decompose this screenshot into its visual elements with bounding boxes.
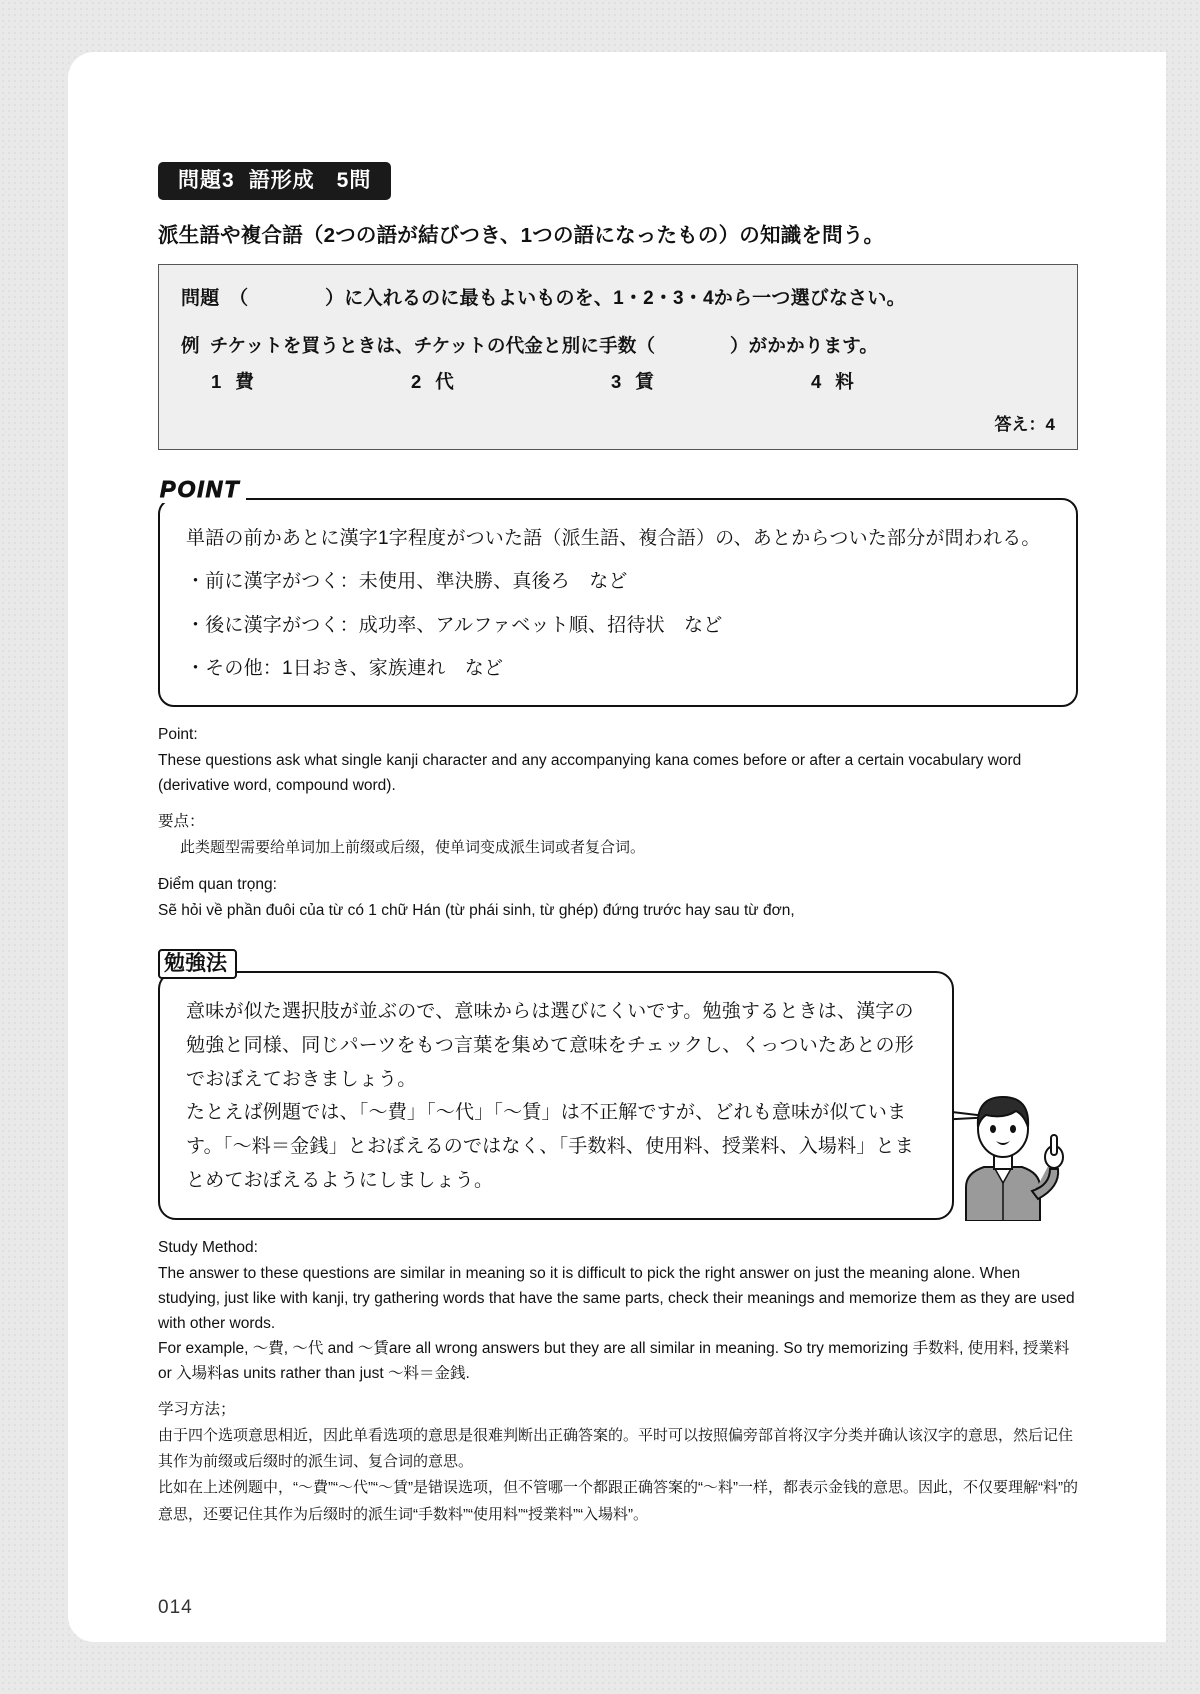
example-choices (181, 368, 1055, 394)
choice-number: 3 (611, 371, 622, 392)
section-description: 派生語や複合語（2つの語が結びつき、1つの語になったもの）の知識を問う。 (158, 224, 885, 247)
translation-body: The answer to these questions are similar in meaning so it is difficult to pick the right answer on just the meaning alone. When studying, just like with kanji, try gathering words that have the same parts, check their meanings and memorize them as they are used with other words. (158, 1264, 1075, 1332)
study-line: たとえば例題では、「〜費」「〜代」「〜賃」は不正解ですが、どれも意味が似ています。「〜料＝金銭」とおぼえるのではなく、「手数料、使用料、授業料、入場料」とまとめておぼえるようにしましょう。 (186, 1102, 914, 1192)
section-pill-right: 語形成 5問 (248, 169, 372, 192)
page-content (158, 162, 1078, 1528)
point-line: 単語の前かあとに漢字1字程度がついた語（派生語、複合語）の、あとからついた部分が問われる。 (186, 528, 1041, 549)
choice-number: 4 (811, 371, 822, 392)
example-question-text: チケットを買うときは、チケットの代金と別に手数（ ）がかかります。 (209, 335, 879, 356)
example-box (158, 264, 1078, 450)
teacher-illustration-icon (928, 1071, 1078, 1221)
example-answer: 答え：4 (994, 415, 1055, 434)
choice-item (611, 368, 811, 394)
page-sheet (68, 52, 1166, 1642)
example-instruction: 問題 （ ）に入れるのに最もよいものを、1・2・3・4から一つ選びなさい。 (181, 288, 906, 309)
study-translations (158, 1236, 1078, 1528)
point-translations (158, 723, 1078, 923)
translation-body: 比如在上述例题中，“〜費”“〜代”“〜賃”是错误选项，但不管哪一个都跟正确答案的“〜料”一样，都表示金钱的意思。因此，不仅要理解“料”的意思，还要记住其作为后缀时的派生词“手数料”“使用料”“授業料”“入場料”。 (158, 1479, 1078, 1523)
translation-body: These questions ask what single kanji character and any accompanying kana comes before or after a certain vocabulary word (derivative word, compound word). (158, 751, 1022, 794)
point-line: ・前に漢字がつく：未使用、準決勝、真後ろ など (186, 571, 628, 593)
choice-text: 料 (835, 371, 854, 392)
translation-heading: Study Method: (158, 1238, 258, 1256)
section-pill (158, 162, 391, 200)
page-number: 014 (158, 1597, 193, 1618)
study-bubble-wrap (158, 971, 1078, 1220)
choice-number: 2 (411, 371, 422, 392)
choice-text: 費 (235, 371, 254, 392)
translation-heading: Điểm quan trọng: (158, 876, 277, 894)
choice-item (411, 368, 611, 394)
section-heading (158, 162, 1078, 200)
translation-body: For example, 〜費, 〜代 and 〜賃are all wrong answers but they are all similar in meaning. So try memorizing 手数料, 使用料, 授業料 or 入場料as units rather than just 〜料＝金銭. (158, 1339, 1070, 1383)
study-line: 意味が似た選択肢が並ぶので、意味からは選びにくいです。勉強するときは、漢字の勉強と同様、同じパーツをもつ言葉を集めて意味をチェックし、くっついたあとの形でおぼえておきましょう。 (186, 1000, 914, 1090)
translation-body: 由于四个选项意思相近，因此单看选项的意思是很难判断出正确答案的。平时可以按照偏旁部首将汉字分类并确认该汉字的意思，然后记住其作为前缀或后缀时的派生词、复合词的意思。 (158, 1426, 1074, 1471)
choice-text: 賃 (635, 371, 654, 392)
section-pill-left: 問題3 (178, 169, 235, 192)
choice-item (811, 368, 1011, 394)
translation-heading: Point: (158, 726, 198, 743)
translation-heading: 学习方法； (158, 1401, 236, 1419)
choice-item (211, 368, 411, 394)
study-bubble (158, 971, 954, 1220)
choice-text: 代 (435, 371, 454, 392)
choice-number: 1 (211, 371, 222, 392)
translation-heading: 要点： (158, 813, 205, 831)
point-line: ・後に漢字がつく：成功率、アルファベット順、招待状 など (186, 614, 723, 636)
example-question (181, 332, 1055, 358)
example-lead: 例 (181, 335, 200, 356)
translation-body: 此类题型需要给单词加上前缀或后缀，使单词变成派生词或者复合词。 (180, 838, 646, 856)
point-box (158, 498, 1078, 707)
point-label: POINT (158, 476, 246, 503)
study-label: 勉強法 (158, 949, 237, 979)
point-line: ・その他：1日おき、家族連れ など (186, 657, 504, 679)
translation-body: Sẽ hỏi về phần đuôi của từ có 1 chữ Hán (từ phái sinh, từ ghép) đứng trước hay sau từ đơn, (158, 901, 795, 919)
